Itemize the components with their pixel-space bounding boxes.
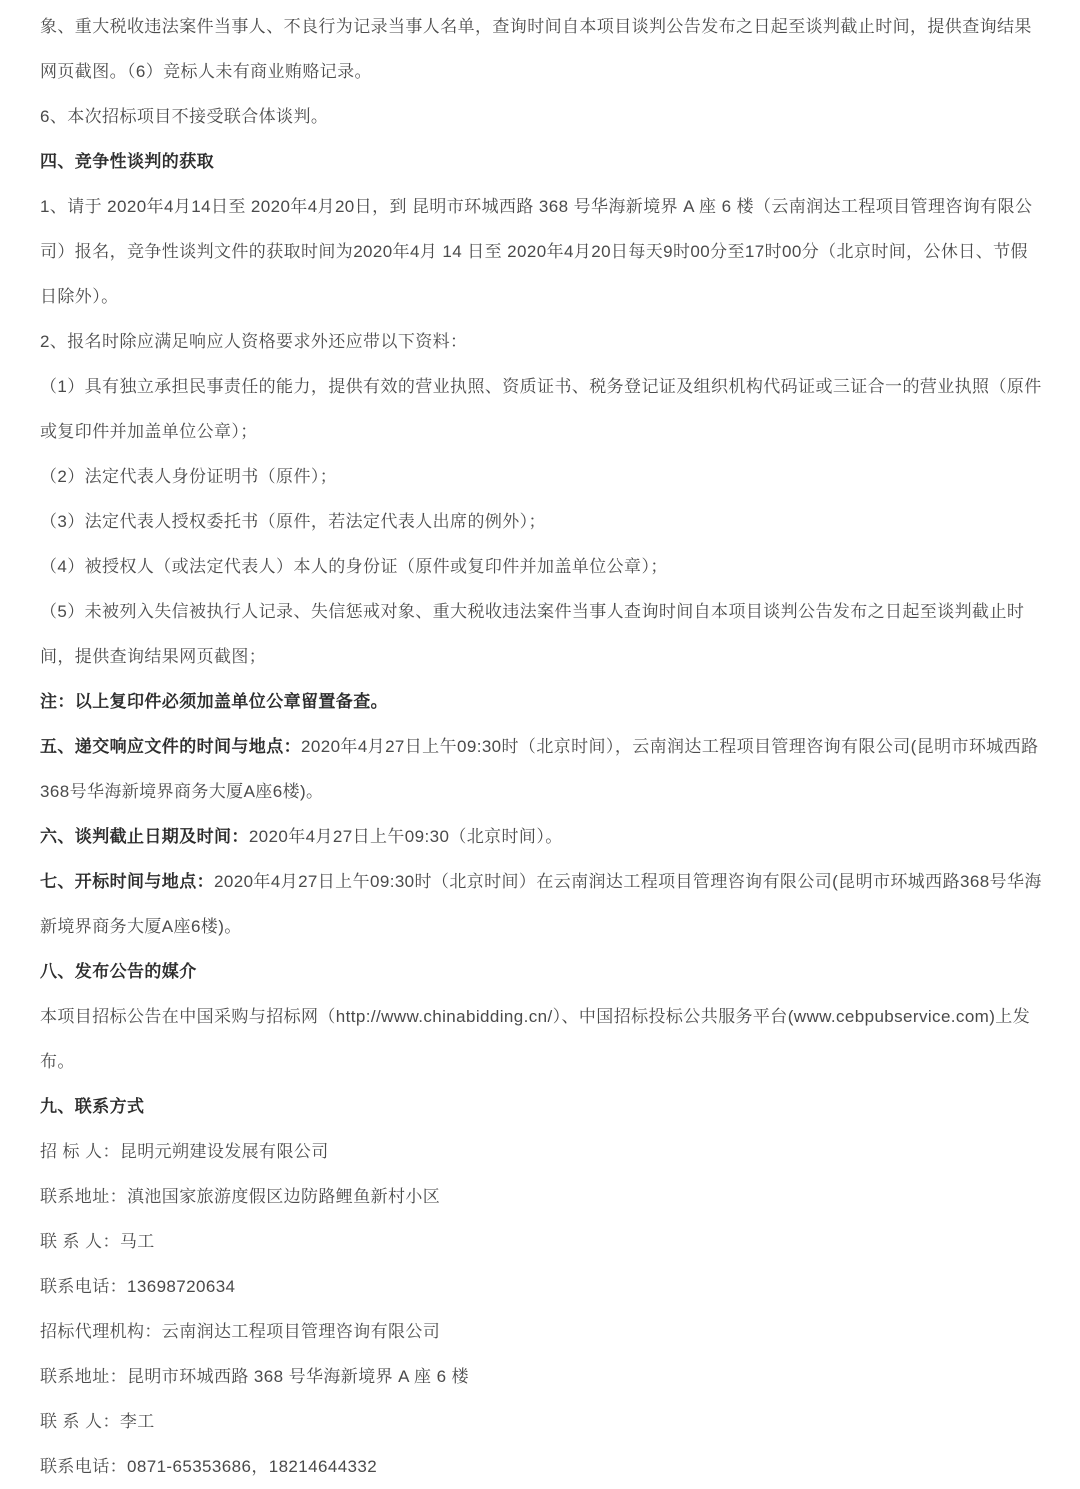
paragraph: （4）被授权人（或法定代表人）本人的身份证（原件或复印件并加盖单位公章）； — [40, 557, 668, 576]
paragraph: （5）未被列入失信被执行人记录、失信惩戒对象、重大税收违法案件当事人查询时间自本项目谈判公告发布之日起至谈判截止时间，提供查询结果网页截图； — [40, 602, 1025, 666]
paragraph — [40, 724, 1044, 814]
document-body — [40, 4, 1044, 1489]
section-heading: 八、发布公告的媒介 — [40, 962, 197, 981]
paragraph: 招标代理机构：云南润达工程项目管理咨询有限公司 — [40, 1322, 441, 1341]
paragraph — [40, 814, 1044, 859]
section-heading: 九、联系方式 — [40, 1097, 145, 1116]
paragraph-text: 2020年4月27日上午09:30时（北京时间），云南润达工程项目管理咨询有限公司(昆明市环城西路368号华海新境界商务大厦A座6楼)。 — [40, 737, 1039, 801]
paragraph: 联 系 人：李工 — [40, 1412, 155, 1431]
paragraph: （2）法定代表人身份证明书（原件）； — [40, 467, 338, 486]
paragraph-bold-label: 六、谈判截止日期及时间： — [40, 827, 249, 846]
paragraph-bold-label: 五、递交响应文件的时间与地点： — [40, 737, 301, 756]
paragraph: 联 系 人：马工 — [40, 1232, 155, 1251]
paragraph-text: 2020年4月27日上午09:30时（北京时间）在云南润达工程项目管理咨询有限公司(昆明市环城西路368号华海新境界商务大厦A座6楼)。 — [40, 872, 1042, 936]
paragraph: 本项目招标公告在中国采购与招标网（http://www.chinabidding.cn/）、中国招标投标公共服务平台(www.cebpubservice.com)上发布。 — [40, 1007, 1031, 1071]
paragraph: 2、报名时除应满足响应人资格要求外还应带以下资料： — [40, 332, 468, 351]
paragraph: 象、重大税收违法案件当事人、不良行为记录当事人名单，查询时间自本项目谈判公告发布之日起至谈判截止时间，提供查询结果网页截图。（6）竞标人未有商业贿赂记录。 — [40, 17, 1032, 81]
section-heading: 四、竞争性谈判的获取 — [40, 152, 214, 171]
section-heading: 注：以上复印件必须加盖单位公章留置备查。 — [40, 692, 388, 711]
paragraph: 联系电话：0871-65353686，18214644332 — [40, 1457, 378, 1476]
paragraph-bold-label: 七、开标时间与地点： — [40, 872, 214, 891]
paragraph-text: 2020年4月27日上午09:30（北京时间）。 — [248, 827, 563, 846]
paragraph — [40, 859, 1044, 949]
paragraph: （1）具有独立承担民事责任的能力，提供有效的营业执照、资质证书、税务登记证及组织机构代码证或三证合一的营业执照（原件或复印件并加盖单位公章）； — [40, 377, 1042, 441]
paragraph: 联系地址：滇池国家旅游度假区边防路鲤鱼新村小区 — [40, 1187, 441, 1206]
paragraph: 6、本次招标项目不接受联合体谈判。 — [40, 107, 329, 126]
paragraph: 1、请于 2020年4月14日至 2020年4月20日，到 昆明市环城西路 368 号华海新境界 A 座 6 楼（云南润达工程项目管理咨询有限公司）报名，竞争性谈判文件的获取时间为2020年4月 14 日至 2020年4月20日每天9时00分至17时00分（北京时间，公休日、节假日除外）。 — [40, 197, 1033, 306]
paragraph: 联系电话：13698720634 — [40, 1277, 236, 1296]
paragraph: （3）法定代表人授权委托书（原件，若法定代表人出席的例外）； — [40, 512, 546, 531]
paragraph: 联系地址：昆明市环城西路 368 号华海新境界 A 座 6 楼 — [40, 1367, 469, 1386]
paragraph: 招 标 人：昆明元朔建设发展有限公司 — [40, 1142, 329, 1161]
